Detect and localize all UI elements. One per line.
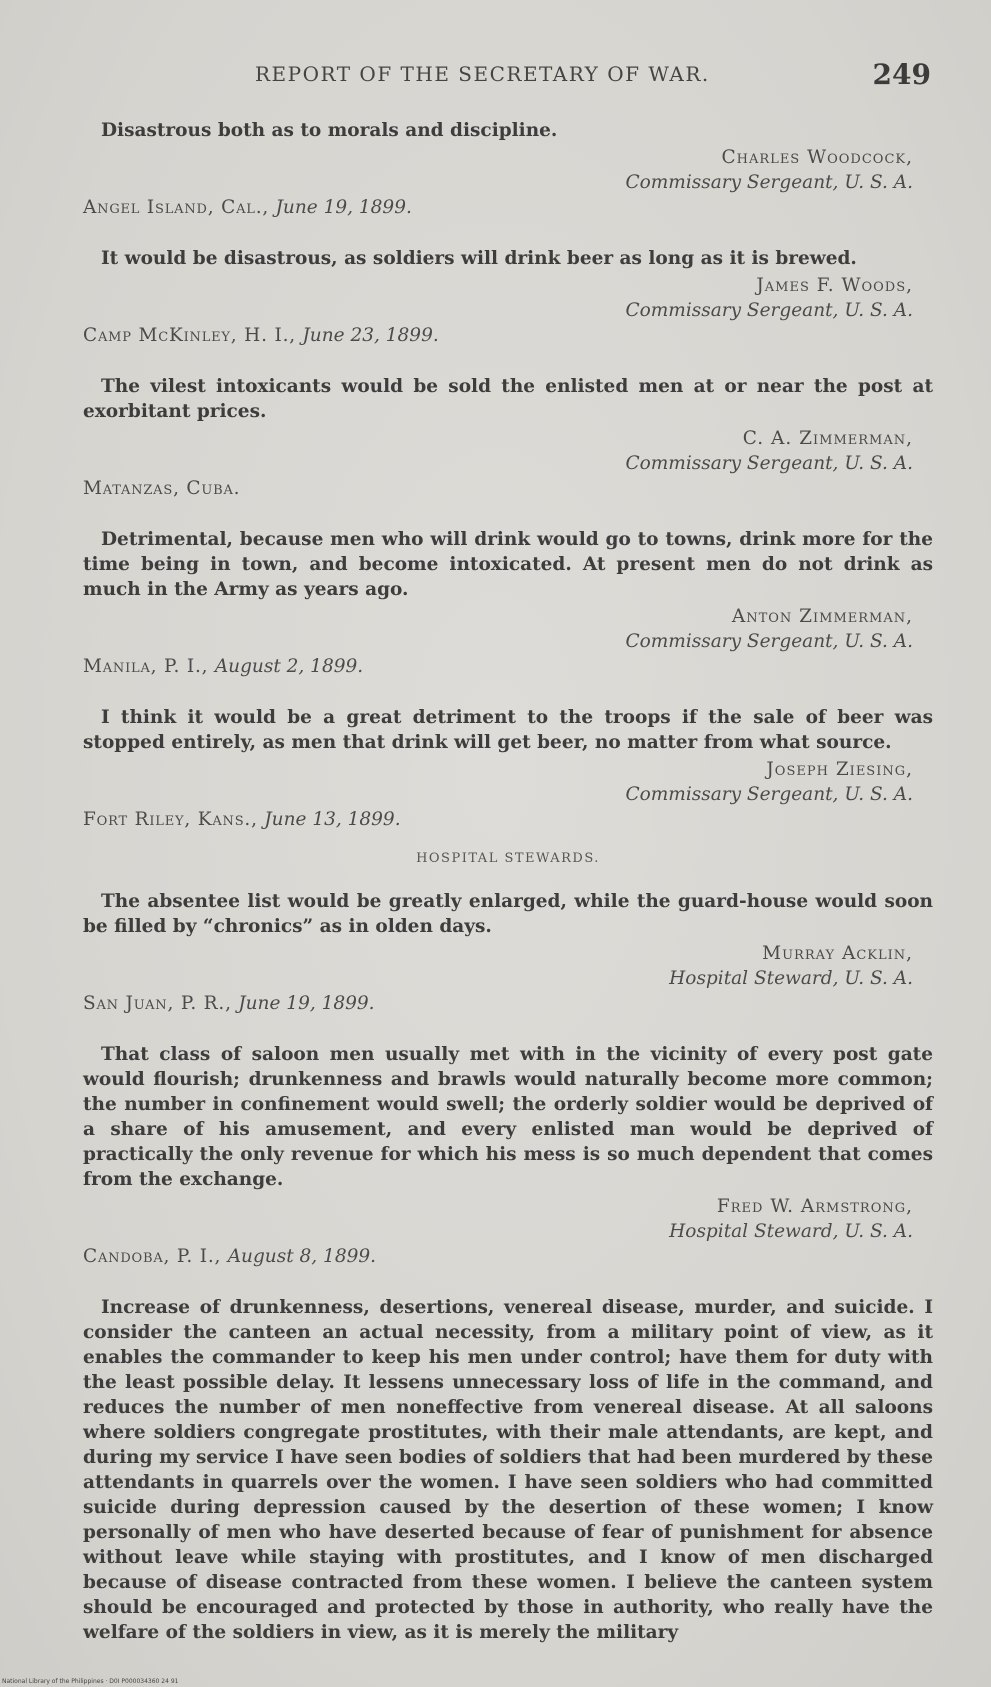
signatory-title: Hospital Steward, U. S. A. xyxy=(669,968,913,989)
location: Fort Riley, Kans., xyxy=(83,809,258,830)
testimony-paragraph: The absentee list would be greatly enlarged, while the guard-house would soon be filled by “chronics” as in olden days. xyxy=(83,891,933,937)
date: June 13, 1899. xyxy=(264,809,401,830)
signature-block xyxy=(83,757,933,807)
signatory-name: C. A. Zimmerman, xyxy=(742,428,913,449)
signature-block xyxy=(83,145,933,195)
date: August 2, 1899. xyxy=(214,656,364,677)
testimony-paragraph: I think it would be a great detriment to the troops if the sale of beer was stopped entirely, as men that drink will get beer, no matter from what source. xyxy=(83,707,933,753)
place-date-line xyxy=(83,807,933,832)
place-date-line xyxy=(83,654,933,679)
signature-block xyxy=(83,604,933,654)
signatory-title: Commissary Sergeant, U. S. A. xyxy=(625,784,913,805)
testimony-paragraph: Disastrous both as to morals and discipline. xyxy=(101,120,558,141)
signature-block xyxy=(83,426,933,476)
running-title: REPORT OF THE SECRETARY OF WAR. xyxy=(255,62,710,86)
signature-block xyxy=(83,273,933,323)
section-heading: HOSPITAL STEWARDS. xyxy=(416,851,600,866)
date: June 23, 1899. xyxy=(302,325,439,346)
signatory-name: Murray Acklin, xyxy=(762,943,913,964)
signatory-title: Commissary Sergeant, U. S. A. xyxy=(625,631,913,652)
signatory-name: Anton Zimmerman, xyxy=(731,606,913,627)
testimony-paragraph: The vilest intoxicants would be sold the enlisted men at or near the post at exorbitant prices. xyxy=(83,376,933,422)
page-body xyxy=(83,118,933,1645)
location: Matanzas, Cuba. xyxy=(83,478,241,499)
date: June 19, 1899. xyxy=(238,993,375,1014)
testimony-paragraph: It would be disastrous, as soldiers will drink beer as long as it is brewed. xyxy=(101,248,857,269)
testimony-paragraph: Detrimental, because men who will drink would go to towns, drink more for the time being in town, and become intoxicated. At present men do not drink as much in the Army as years ago. xyxy=(83,529,933,600)
signatory-name: Charles Woodcock, xyxy=(721,147,913,168)
location: Candoba, P. I., xyxy=(83,1246,222,1267)
place-date-line xyxy=(83,476,933,501)
date: August 8, 1899. xyxy=(227,1246,377,1267)
signatory-name: James F. Woods, xyxy=(756,275,913,296)
signatory-title: Commissary Sergeant, U. S. A. xyxy=(625,453,913,474)
page-number: 249 xyxy=(872,58,931,91)
place-date-line xyxy=(83,195,933,220)
place-date-line xyxy=(83,323,933,348)
location: Angel Island, Cal., xyxy=(83,197,270,218)
place-date-line xyxy=(83,991,933,1016)
signature-block xyxy=(83,1194,933,1244)
signatory-title: Commissary Sergeant, U. S. A. xyxy=(625,300,913,321)
signatory-title: Hospital Steward, U. S. A. xyxy=(669,1221,913,1242)
signatory-name: Fred W. Armstrong, xyxy=(716,1196,913,1217)
signature-block xyxy=(83,941,933,991)
testimony-paragraph: Increase of drunkenness, desertions, venereal disease, murder, and suicide. I consider the canteen an actual necessity, from a military point of view, as it enables the commander to keep his men under control; have them for duty with the least possible delay. It lessens unnecessary loss of life in the command, and reduces the number of men noneffective from venereal disease. At all saloons where soldiers congregate prostitutes, with their male attendants, are kept, and during my service I have seen bodies of soldiers that had been murdered by these attendants in quarrels over the women. I have seen soldiers who had committed suicide during depression caused by the desertion of these women; I know personally of men who have deserted because of fear of punishment for absence without leave while staying with prostitutes, and I know of men discharged because of disease contracted from these women. I believe the canteen system should be encouraged and protected by those in authority, who really have the welfare of the soldiers in view, as it is merely the military xyxy=(83,1297,933,1643)
location: Manila, P. I., xyxy=(83,656,209,677)
scan-footer: National Library of the Philippines · D0I P000034360 24 91 xyxy=(2,1678,179,1685)
testimony-paragraph: That class of saloon men usually met with in the vicinity of every post gate would flourish; drunkenness and brawls would naturally become more common; the number in confinement would swell; the orderly soldier would be deprived of a share of his amusement, and every enlisted man would be deprived of practically the only revenue for which his mess is so much dependent that comes from the exchange. xyxy=(83,1044,933,1190)
place-date-line xyxy=(83,1244,933,1269)
location: San Juan, P. R., xyxy=(83,993,232,1014)
signatory-title: Commissary Sergeant, U. S. A. xyxy=(625,172,913,193)
signatory-name: Joseph Ziesing, xyxy=(766,759,913,780)
location: Camp McKinley, H. I., xyxy=(83,325,296,346)
date: June 19, 1899. xyxy=(275,197,412,218)
running-header xyxy=(255,58,931,91)
